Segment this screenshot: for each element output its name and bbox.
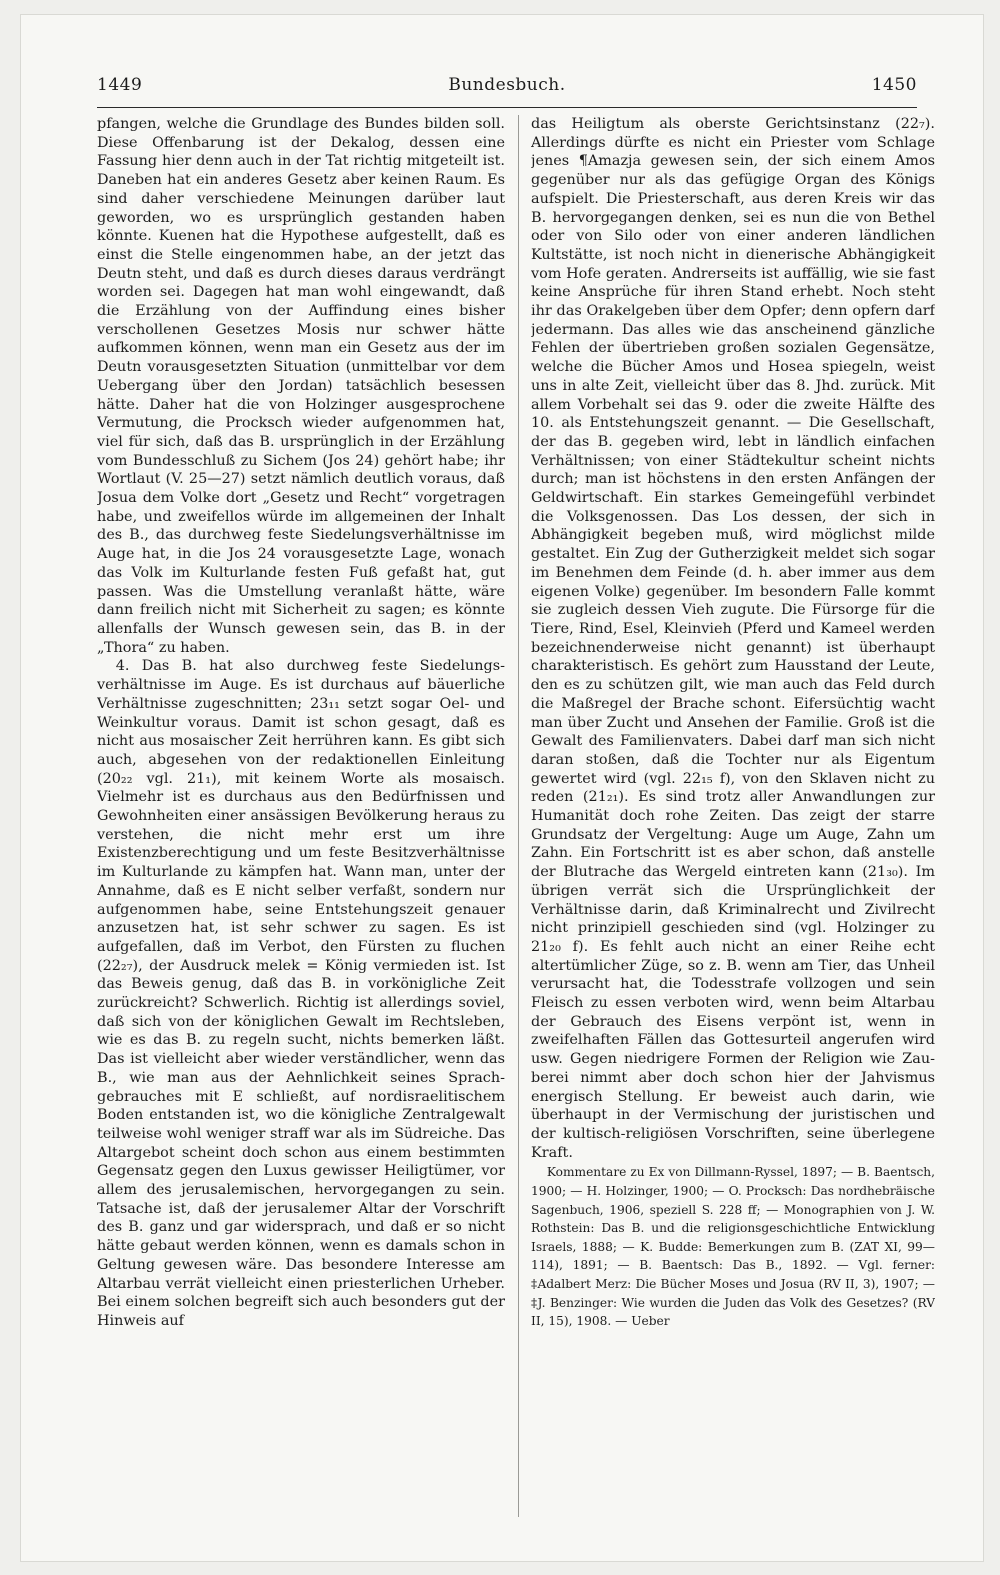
- column-right-paragraph: das Heiligtum als oberste Gerichtsinstanz (22₇). Allerdings dürfte es nicht ein Priester vom Schlage jenes ¶Amazja gewesen sein, der sich einem Amos gegenüber nur als das gefügige Organ des Königs aufspielt. Die Priesterschaft, aus deren Kreis wir das B. hervorgegangen denken, sei es nun die von Bethel oder von Silo oder von einer anderen ländlichen Kultstätte, ist noch nicht in dienerische Abhängigkeit vom Hofe geraten. Andrerseits ist auffällig, wie sie fast keine Ansprüche für ihren Stand erhebt. Noch steht ihr das Orakelgeben über dem Opfer; denn opfern darf jedermann. Das alles wie das anscheinend gänzliche Fehlen der übertrieben großen sozialen Gegensätze, welche die Bücher Amos und Hosea spiegeln, weist uns in alte Zeit, vielleicht über das 8. Jhd. zurück. Mit allem Vorbehalt sei das 9. oder die zweite Hälfte des 10. als Entstehungszeit genannt. — Die Gesellschaft, der das B. gegeben wird, lebt in ländlich einfachen Verhältnissen; von einer Städtekultur scheint nichts durch; man ist höchstens in den ersten Anfängen der Geldwirtschaft. Ein starkes Gemeingefühl verbindet die Volksgenossen. Das Los dessen, der sich in Abhängigkeit begeben muß, wird möglichst milde gestaltet. Ein Zug der Gutherzigkeit meldet sich sogar im Benehmen dem Feinde (d. h. aber immer aus dem eigenen Volke) gegenüber. Im besondern Falle kommt sie zugleich dessen Vieh zugute. Die Fürsorge für die Tiere, Rind, Esel, Kleinvieh (Pferd und Kameel werden bezeichnenderweise nicht genannt) ist überhaupt charakteristisch. Es gehört zum Hausstand der Leute, den es zu schützen gilt, wie man auch das Feld durch die Maßregel der Brache schont. Eifersüchtig wacht man über Zucht und Ansehen der Familie. Groß ist die Gewalt des Familienvaters. Dabei darf man sich nicht daran stoßen, daß die Tochter nur als Eigentum gewertet wird (vgl. 22₁₅ f), von den Sklaven nicht zu reden (21₂₁). Es sind trotz aller Anwandlungen zur Humanität doch rohe Zeiten. Das zeigt der starre Grundsatz der Vergeltung: Auge um Auge, Zahn um Zahn. Ein Fortschritt ist es aber schon, daß anstelle der Blutrache das Wergeld eintreten kann (21₃₀). Im übrigen verrät sich die Ursprünglichkeit der Verhältnisse darin, daß Kriminalrecht und Zivilrecht nicht prinzipiell geschieden sind (vgl. Holzinger zu 21₂₀ f). Es fehlt auch nicht an einer Reihe echt altertümlicher Züge, so z. B. wenn am Tier, das Unheil verursacht hat, die Todesstrafe vollzogen und sein Fleisch zu essen verboten wird, wenn beim Altarbau der Gebrauch des Eisens verpönt ist, wenn in zweifelhaften Fällen das Gottesurteil angerufen wird usw. Gegen niedrigere Formen der Religion wie Zauberei nimmt aber doch schon hier der Jahvismus energisch Stellung. Er beweist auch darin, wie überhaupt in der Vermischung der juristischen und der kultisch-religiösen Vorschriften, seine überlegene Kraft.: [531, 116, 935, 1161]
- column-left-paragraph: pfangen, welche die Grundlage des Bundes bilden soll. Diese Offenbarung ist der Dekalog, dessen eine Fassung hier denn auch in der Tat richtig mitgeteilt ist. Daneben hat ein anderes Gesetz aber keinen Raum. Es sind daher verschiedene Meinungen darüber laut geworden, wo es ursprünglich gestanden haben könnte. Kuenen hat die Hypothese aufgestellt, daß es einst die Stelle eingenommen habe, an der jetzt das Deutn steht, und daß es durch dieses daraus verdrängt worden sei. Dagegen hat man wohl eingewandt, daß die Erzählung von der Auffindung eines bisher verschollenen Gesetzes Mosis nur schwer hätte aufkommen können, wenn man ein Gesetz aus der im Deutn vorausgesetzten Situation (unmittelbar vor dem Uebergang über den Jordan) tatsächlich besessen hätte. Daher hat die von Holzinger ausgesprochene Vermutung, die Procksch wieder aufgenommen hat, viel für sich, daß das B. ursprünglich in der Erzählung vom Bundesschluß zu Sichem (Jos 24) gehört habe; ihr Wortlaut (V. 25—27) setzt nämlich deutlich voraus, daß Josua dem Volke dort „Gesetz und Recht“ vorgetragen habe, und zweifellos würde im allgemeinen der Inhalt des B., das durchweg feste Siedelungsverhältnisse im Auge hat, in die Jos 24 vorausgesetzte Lage, wonach das Volk im Kulturlande festen Fuß gefaßt hat, gut passen. Was die Umstellung veranlaßt hätte, wäre dann freilich nicht mit Sicherheit zu sagen; es könnte allenfalls der Wunsch gewesen sein, das B. in der „Thora“ zu haben.: [97, 116, 505, 656]
- page: [20, 14, 984, 1562]
- header-rule: [97, 107, 917, 108]
- page-number-left: 1449: [97, 75, 143, 95]
- page-number-right: 1450: [871, 75, 917, 95]
- column-right: [531, 115, 935, 1517]
- running-title: Bundesbuch.: [448, 75, 566, 95]
- column-divider: [518, 115, 519, 1517]
- section-4-paragraph: 4. Das B. hat also durchweg feste Siedelungsverhältnisse im Auge. Es ist durchaus auf bäuerliche Verhältnisse zugeschnitten; 23₁₁ setzt sogar Oel- und Weinkultur voraus. Damit ist schon gesagt, daß es nicht aus mosaischer Zeit herrühren kann. Es gibt sich auch, abgesehen von der redaktionellen Einleitung (20₂₂ vgl. 21₁), mit keinem Worte als mosaisch. Vielmehr ist es durchaus aus den Bedürfnissen und Gewohnheiten einer ansässigen Bevölkerung heraus zu verstehen, die nicht mehr erst um ihre Existenzberechtigung und um feste Besitzverhältnisse im Kulturlande zu kämpfen hat. Wann man, unter der Annahme, daß es E nicht selber verfaßt, sondern nur aufgenommen habe, seine Entstehungszeit genauer anzusetzen hat, ist sehr schwer zu sagen. Es ist aufgefallen, daß im Verbot, den Fürsten zu fluchen (22₂₇), der Ausdruck melek = König vermieden ist. Ist das Beweis genug, daß das B. in vorkönigliche Zeit zurückreicht? Schwerlich. Richtig ist allerdings soviel, daß sich von der königlichen Gewalt im Rechtsleben, wie es das B. zu regeln sucht, nichts bemerken läßt. Das ist vielleicht aber wieder verständlicher, wenn das B., wie man aus der Aehnlichkeit seines Sprachgebrauches mit E schließt, auf nordisraelitischem Boden entstanden ist, wo die königliche Zentralgewalt teilweise wohl weniger straff war als im Südreiche. Das Altargebot scheint doch schon aus einem bestimmten Gegensatz gegen den Luxus gewisser Heiligtümer, vor allem des jerusalemischen, hervorgegangen zu sein. Tatsache ist, daß der jerusalemer Altar der Vorschrift des B. ganz und gar widersprach, und daß er so nicht hätte gebaut werden können, wenn es damals schon in Geltung gewesen wäre. Das besondere Interesse am Altarbau verrät vielleicht einen priesterlichen Urheber. Bei einem solchen begreift sich auch besonders gut der Hinweis auf: [97, 658, 505, 1329]
- page-header: [97, 75, 917, 105]
- column-1450-left: [97, 115, 505, 1517]
- bibliography-paragraph: Kommentare zu Ex von Dillmann-Ryssel, 1897; — B. Baentsch, 1900; — H. Holzinger, 1900; — O. Procksch: Das nordhebräische Sagenbuch, 1906, speziell S. 228 ff; — Monographien von J. W. Rothstein: Das B. und die religionsgeschichtliche Entwicklung Israels, 1888; — K. Budde: Bemerkungen zum B. (ZAT XI, 99—114), 1891; — B. Baentsch: Das B., 1892. — Vgl. ferner: ‡Adalbert Merz: Die Bücher Moses und Josua (RV II, 3), 1907; — ‡J. Benzinger: Wie wurden die Juden das Volk des Gesetzes? (RV II, 15), 1908. — Ueber: [531, 1165, 935, 1329]
